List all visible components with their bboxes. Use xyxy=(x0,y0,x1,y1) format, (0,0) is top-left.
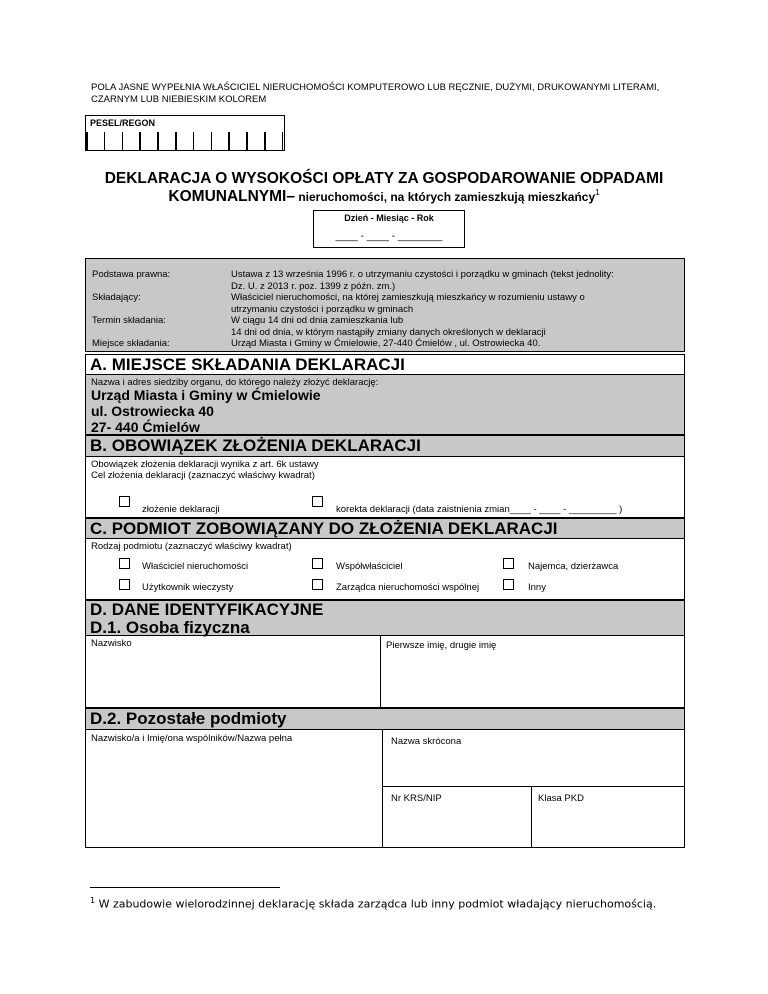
option-co-owner-label: Współwłaściciel xyxy=(336,561,403,572)
surname-label: Nazwisko xyxy=(91,638,132,649)
basis-label-legal: Podstawa prawna: xyxy=(92,269,171,280)
checkbox-correction[interactable] xyxy=(312,496,323,507)
pesel-cell-divider xyxy=(157,132,159,150)
pesel-cell-divider xyxy=(211,132,213,150)
surname-input[interactable] xyxy=(87,650,380,706)
office-street: ul. Ostrowiecka 40 xyxy=(91,403,214,419)
basis-line: utrzymaniu czystości i porządku w gminach xyxy=(231,303,414,315)
section-b-line1: Obowiązek złożenia deklaracji wynika z art. 6k ustawy xyxy=(91,459,319,470)
pesel-label: PESEL/REGON xyxy=(90,118,156,128)
basis-label-submitter: Składający: xyxy=(92,292,141,303)
section-a-title: A. MIEJSCE SKŁADANIA DEKLARACJI xyxy=(90,355,405,374)
form-title-line2 xyxy=(0,188,768,206)
section-c-body xyxy=(85,539,685,600)
section-a-body xyxy=(85,375,685,435)
short-name-label: Nazwa skrócona xyxy=(391,736,462,747)
option-correction-label: korekta deklaracji (data zaistnienia zmian____ - ____ - _________ ) xyxy=(336,504,623,515)
row-divider xyxy=(382,786,685,787)
option-perpetual-user-label: Użytkownik wieczysty xyxy=(142,582,234,593)
column-divider xyxy=(531,786,532,848)
section-b-header xyxy=(85,435,685,457)
date-input-line: ____ - ____ - ________ xyxy=(335,231,443,242)
date-label: Dzień - Miesiąc - Rok xyxy=(344,213,434,223)
pesel-cell-divider xyxy=(246,132,248,150)
pesel-cell-divider xyxy=(122,132,124,150)
checkbox-joint-manager[interactable] xyxy=(312,579,323,590)
option-owner-label: Właściciel nieruchomości xyxy=(142,561,249,572)
section-d2-body xyxy=(85,730,685,848)
checkbox-tenant[interactable] xyxy=(503,558,514,569)
fullname-label: Nazwisko/a i Imię/ona wspólników/Nazwa pełna xyxy=(91,733,293,744)
short-name-input[interactable] xyxy=(384,748,684,786)
basis-line: W ciągu 14 dni od dnia zamieszkania lub xyxy=(231,315,404,326)
date-field[interactable] xyxy=(313,210,465,248)
footnote-text: W zabudowie wielorodzinnej deklarację składa zarządca lub inny podmiot władający nieruchomością. xyxy=(95,897,657,911)
section-d1-title: D.1. Osoba fizyczna xyxy=(90,618,250,637)
column-divider xyxy=(382,730,383,848)
section-c-label: Rodzaj podmiotu (zaznaczyć właściwy kwadrat) xyxy=(91,541,292,552)
checkbox-other[interactable] xyxy=(503,579,514,590)
names-label: Pierwsze imię, drugie imię xyxy=(386,640,497,651)
pesel-cell-divider xyxy=(228,132,230,150)
footnote-ref: 1 xyxy=(595,188,600,197)
footnote-separator xyxy=(90,887,280,888)
names-input[interactable] xyxy=(382,652,682,706)
basis-label-place: Miejsce składania: xyxy=(92,338,170,349)
office-name: Urząd Miasta i Gminy w Ćmielowie xyxy=(91,387,321,403)
pesel-cell-divider xyxy=(86,132,88,150)
section-d2-header xyxy=(85,708,685,730)
checkbox-submission[interactable] xyxy=(119,496,130,507)
pesel-digit-cells xyxy=(86,132,284,150)
legal-basis-box xyxy=(85,258,685,352)
office-address xyxy=(91,387,321,435)
instructions-text: POLA JASNE WYPEŁNIA WŁAŚCICIEL NIERUCHOMOŚCI KOMPUTEROWO LUB RĘCZNIE, DUŻYMI, DRUKOWANYMI LITERAMI, CZARNYM LUB NIEBIESKIM KOLOREM xyxy=(91,82,660,105)
column-divider xyxy=(380,636,381,708)
basis-line: Urząd Miasta i Gminy w Ćmielowie, 27-440 Ćmielów , ul. Ostrowiecka 40. xyxy=(231,338,541,349)
form-title-line1: DEKLARACJA O WYSOKOŚCI OPŁATY ZA GOSPODAROWANIE ODPADAMI xyxy=(104,170,664,187)
pesel-cell-divider xyxy=(282,132,284,150)
option-tenant-label: Najemca, dzierżawca xyxy=(528,561,619,572)
pesel-cell-divider xyxy=(264,132,266,150)
checkbox-perpetual-user[interactable] xyxy=(119,579,130,590)
pesel-cell-divider xyxy=(139,132,141,150)
fullname-input[interactable] xyxy=(87,746,382,846)
section-c-header xyxy=(85,518,685,539)
basis-line: Dz. U. z 2013 r. poz. 1399 z późn. zm.) xyxy=(231,280,396,292)
basis-label-deadline: Termin składania: xyxy=(92,315,166,326)
form-title-subtitle: nieruchomości, na których zamieszkują mieszkańcy xyxy=(295,190,596,205)
section-b-title: B. OBOWIĄZEK ZŁOŻENIA DEKLARACJI xyxy=(90,436,421,455)
krs-nip-input[interactable] xyxy=(384,805,529,846)
pkd-label: Klasa PKD xyxy=(538,793,584,804)
option-other-label: Inny xyxy=(528,582,546,593)
pesel-regon-field[interactable] xyxy=(85,115,285,151)
basis-line: 14 dni od dnia, w którym nastąpiły zmiany danych określonych w deklaracji xyxy=(231,326,546,338)
section-c-title: C. PODMIOT ZOBOWIĄZANY DO ZŁOŻENIA DEKLARACJI xyxy=(90,519,558,538)
basis-line: Właściciel nieruchomości, na której zamieszkują mieszkańcy w rozumieniu ustawy o xyxy=(231,292,585,303)
form-title-main: KOMUNALNYMI– xyxy=(168,188,295,206)
section-d2-title: D.2. Pozostałe podmioty xyxy=(90,709,287,728)
footnote-number: 1 xyxy=(90,896,96,905)
option-joint-manager-label: Zarządca nieruchomości wspólnej xyxy=(336,582,480,593)
section-b-body xyxy=(85,457,685,518)
basis-line: Ustawa z 13 września 1996 r. o utrzymaniu czystości i porządku w gminach (tekst jednolity: xyxy=(231,269,614,280)
footnote xyxy=(90,896,656,911)
section-b-line2: Cel złożenia deklaracji (zaznaczyć właściwy kwadrat) xyxy=(91,470,315,481)
section-a-label: Nazwa i adres siedziby organu, do którego należy złożyć deklarację: xyxy=(91,377,379,388)
section-d-title: D. DANE IDENTYFIKACYJNE xyxy=(90,600,324,619)
krs-nip-label: Nr KRS/NIP xyxy=(391,793,442,804)
basis-values xyxy=(231,269,681,350)
section-a-header xyxy=(85,354,685,375)
checkbox-owner[interactable] xyxy=(119,558,130,569)
pesel-cell-divider xyxy=(193,132,195,150)
option-submission-label: złożenie deklaracji xyxy=(142,504,220,515)
pesel-cell-divider xyxy=(104,132,106,150)
section-d1-body xyxy=(85,636,685,708)
pkd-input[interactable] xyxy=(533,805,683,846)
pesel-cell-divider xyxy=(175,132,177,150)
checkbox-co-owner[interactable] xyxy=(312,558,323,569)
office-city: 27- 440 Ćmielów xyxy=(91,419,200,435)
section-d-header xyxy=(85,600,685,636)
